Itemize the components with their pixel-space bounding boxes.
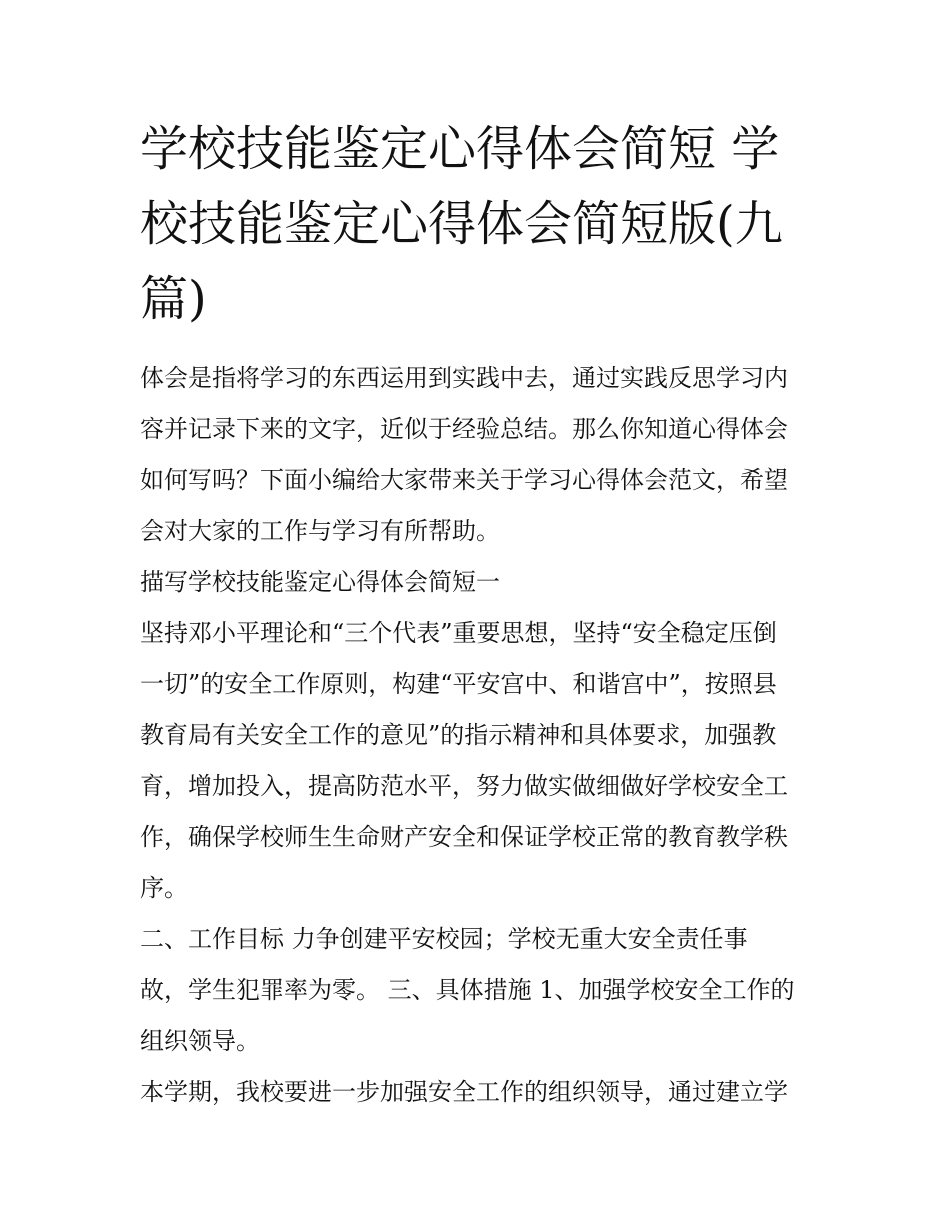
text-line: 如何写吗？下面小编给大家带来关于学习心得体会范文，希望 xyxy=(140,466,788,494)
text-line: 本学期，我校要进一步加强安全工作的组织领导，通过建立学 xyxy=(140,1078,788,1106)
text-line: 教育局有关安全工作的意见”的指示精神和具体要求，加强教 xyxy=(140,721,777,749)
intro-paragraph xyxy=(140,353,840,557)
text-line: 故，学生犯罪率为零。 三、具体措施 1、加强学校安全工作的 xyxy=(140,976,795,1004)
text-line: 组织领导。 xyxy=(140,1027,260,1055)
title-line: 篇) xyxy=(140,271,207,327)
text-line: 描写学校技能鉴定心得体会简短一 xyxy=(140,568,500,596)
title-line: 学校技能鉴定心得体会简短 学 xyxy=(140,121,780,177)
body-paragraph-3 xyxy=(140,1067,840,1118)
text-line: 作，确保学校师生生命财产安全和保证学校正常的教育教学秩 xyxy=(140,823,788,851)
document-title xyxy=(140,112,820,337)
text-line: 一切”的安全工作原则，构建“平安宫中、和谐宫中”，按照县 xyxy=(140,670,777,698)
text-line: 育，增加投入，提高防范水平，努力做实做细做好学校安全工 xyxy=(140,772,788,800)
text-line: 二、工作目标 力争创建平安校园；学校无重大安全责任事 xyxy=(140,925,748,953)
body-paragraph-2 xyxy=(140,914,840,1067)
text-line: 体会是指将学习的东西运用到实践中去，通过实践反思学习内 xyxy=(140,364,788,392)
text-line: 会对大家的工作与学习有所帮助。 xyxy=(140,517,500,545)
text-line: 容并记录下来的文字，近似于经验总结。那么你知道心得体会 xyxy=(140,415,788,443)
body-paragraph-1 xyxy=(140,608,840,914)
text-line: 序。 xyxy=(140,874,188,902)
document-body xyxy=(140,353,840,1118)
title-line: 校技能鉴定心得体会简短版(九 xyxy=(140,196,783,252)
text-line: 坚持邓小平理论和“三个代表”重要思想，坚持“安全稳定压倒 xyxy=(140,619,777,647)
section-heading xyxy=(140,557,840,608)
